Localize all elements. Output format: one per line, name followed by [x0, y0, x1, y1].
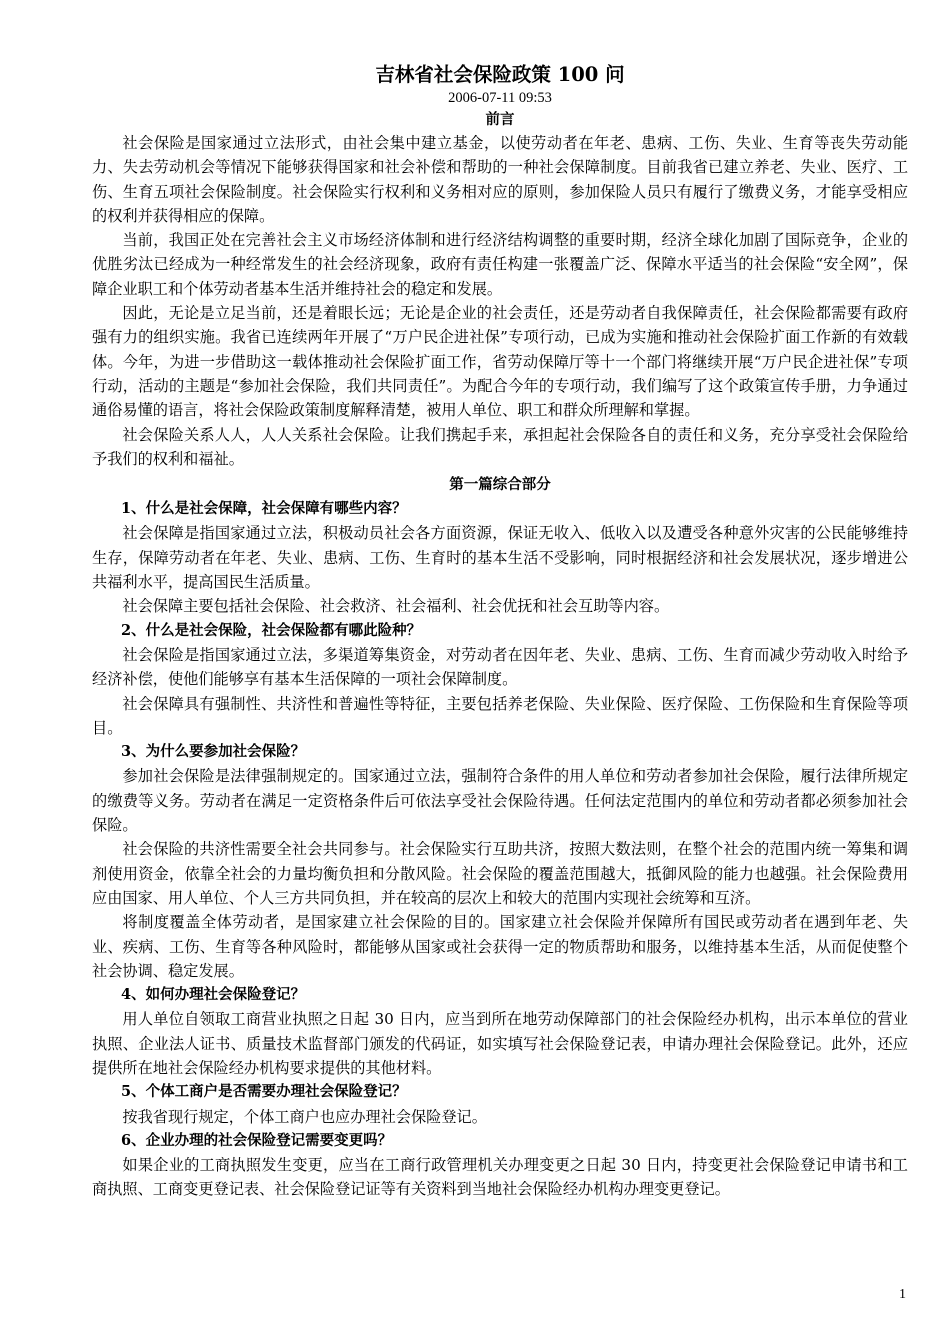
preface-paragraph: 因此，无论是立足当前，还是着眼长远；无论是企业的社会责任，还是劳动者自我保障责任，社会保险都需要有政府强有力的组织实施。我省已连续两年开展了“万户民企进社保”专项行动，已成为实施和推动社会保险扩面工作新的有效载体。今年，为进一步借助这一载体推动社会保险扩面工作，省劳动保障厅等十一个部门将继续开展“万户民企进社保”专项行动，活动的主题是“参加社会保险，我们共同责任”。为配合今年的专项行动，我们编写了这个政策宣传手册，力争通过通俗易懂的语言，将社会保险政策制度解释清楚，被用人单位、职工和群众所理解和掌握。	[92, 304, 908, 420]
answer-paragraph: 社会保障是指国家通过立法，积极动员社会各方面资源，保证无收入、低收入以及遭受各种意外灾害的公民能够维持生存，保障劳动者在年老、失业、患病、工伤、生育时的基本生活不受影响，同时根据经济和社会发展状况，逐步增进公共福利水平，提高国民生活质量。	[92, 524, 908, 592]
question-3: 3、为什么要参加社会保险？	[121, 743, 306, 761]
document-title: 吉林省社会保险政策 100 问	[375, 63, 625, 86]
answer-paragraph: 社会保障具有强制性、共济性和普遍性等特征，主要包括养老保险、失业保险、医疗保险、工伤保险和生育保险等项目。	[92, 694, 908, 737]
question-2: 2、什么是社会保险，社会保险都有哪此险种？	[121, 621, 422, 639]
answer-paragraph: 将制度覆盖全体劳动者，是国家建立社会保险的目的。国家建立社会保险并保障所有国民或劳动者在遇到年老、失业、疾病、工伤、生育等各种风险时，都能够从国家或社会获得一定的物质帮助和服务，以维持基本生活，从而促使整个社会协调、稳定发展。	[92, 913, 908, 980]
preface-heading: 前言	[485, 111, 515, 128]
answer-paragraph: 社会保险的共济性需要全社会共同参与。社会保险实行互助共济，按照大数法则，在整个社会的范围内统一筹集和调剂使用资金，依靠全社会的力量均衡负担和分散风险。社会保险的覆盖范围越大，抵御风险的能力也越强。社会保险费用应由国家、用人单位、个人三方共同负担，并在较高的层次上和较大的范围内实现社会统筹和互济。	[92, 840, 908, 907]
question-6: 6、企业办理的社会保险登记需要变更吗？	[121, 1131, 393, 1149]
question-5: 5、个体工商户是否需要办理社会保险登记？	[121, 1083, 407, 1101]
answer-paragraph: 用人单位自领取工商营业执照之日起 30 日内，应当到所在地劳动保障部门的社会保险经办机构，出示本单位的营业执照、企业法人证书、质量技术监督部门颁发的代码证，如实填写社会保险登记表，申请办理社会保险登记。此外，还应提供所在地社会保险经办机构要求提供的其他材料。	[92, 1010, 908, 1077]
publish-date: 2006-07-11 09:53	[448, 90, 552, 106]
question-1: 1、什么是社会保障，社会保障有哪些内容？	[121, 500, 407, 518]
document-body	[92, 62, 908, 1202]
page-number: 1	[899, 1287, 906, 1302]
preface-paragraph: 当前，我国正处在完善社会主义市场经济体制和进行经济结构调整的重要时期，经济全球化加剧了国际竞争，企业的优胜劣汰已经成为一种经常发生的社会经济现象，政府有责任构建一张覆盖广泛、保障水平适当的社会保险“安全网”，保障企业职工和个体劳动者基本生活并维持社会的稳定和发展。	[92, 231, 908, 298]
preface-paragraph: 社会保险关系人人，人人关系社会保险。让我们携起手来，承担起社会保险各自的责任和义务，充分享受社会保险给予我们的权利和福祉。	[92, 425, 908, 468]
preface-paragraph: 社会保险是国家通过立法形式，由社会集中建立基金，以使劳动者在年老、患病、工伤、失业、生育等丧失劳动能力、失去劳动机会等情况下能够获得国家和社会补偿和帮助的一种社会保障制度。目前我省已建立养老、失业、医疗、工伤、生育五项社会保险制度。社会保险实行权利和义务相对应的原则，参加保险人员只有履行了缴费义务，才能享受相应的权利并获得相应的保障。	[92, 134, 908, 225]
answer-paragraph: 参加社会保险是法律强制规定的。国家通过立法，强制符合条件的用人单位和劳动者参加社会保险，履行法律所规定的缴费等义务。劳动者在满足一定资格条件后可依法享受社会保险待遇。任何法定范围内的单位和劳动者都必须参加社会保险。	[92, 767, 908, 835]
answer-paragraph: 按我省现行规定，个体工商户也应办理社会保险登记。	[122, 1107, 487, 1126]
section-heading: 第一篇综合部分	[449, 476, 551, 494]
question-4: 4、如何办理社会保险登记？	[121, 986, 306, 1004]
answer-paragraph: 社会保障主要包括社会保险、社会救济、社会福利、社会优抚和社会互助等内容。	[122, 597, 670, 616]
answer-paragraph: 如果企业的工商执照发生变更，应当在工商行政管理机关办理变更之日起 30 日内，持变更社会保险登记申请书和工商执照、工商变更登记表、社会保险登记证等有关资料到当地社会保险经办机构办理变更登记。	[92, 1156, 908, 1199]
answer-paragraph: 社会保险是指国家通过立法，多渠道筹集资金，对劳动者在因年老、失业、患病、工伤、生育而减少劳动收入时给予经济补偿，使他们能够享有基本生活保障的一项社会保障制度。	[92, 645, 908, 689]
